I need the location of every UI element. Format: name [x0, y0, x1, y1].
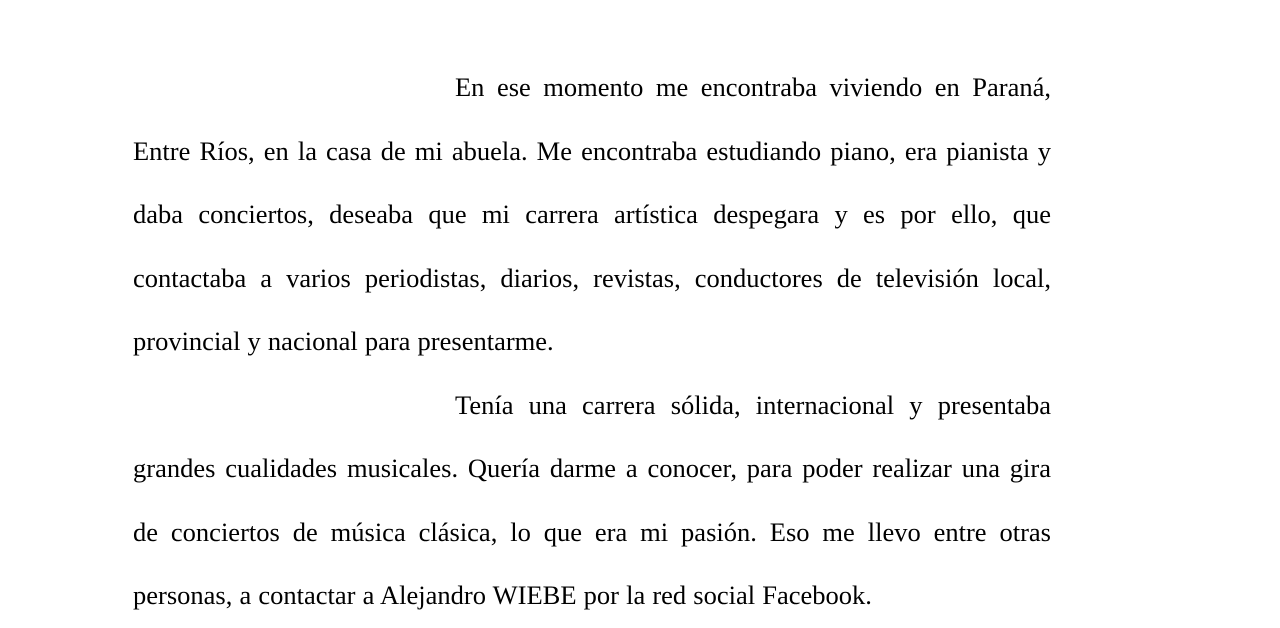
paragraph-1 [133, 56, 1051, 374]
document-text-column [133, 56, 1051, 628]
paragraph-1-text: En ese momento me encontraba viviendo en Paraná, Entre Ríos, en la casa de mi abuela. Me encontraba estudiando piano, era pianista y daba conciertos, deseaba que mi carrera artística despegara y es por ello, que contactaba a varios periodistas, diarios, revistas, conductores de televisión local, provincial y nacional para presentarme. [133, 72, 1051, 356]
paragraph-2 [133, 374, 1051, 628]
paragraph-2-text: Tenía una carrera sólida, internacional y presentaba grandes cualidades musicales. Quería darme a conocer, para poder realizar una gira de conciertos de música clásica, lo que era mi pasión. Eso me llevo entre otras personas, a contactar a Alejandro WIEBE por la red social Facebook. [133, 389, 1051, 610]
